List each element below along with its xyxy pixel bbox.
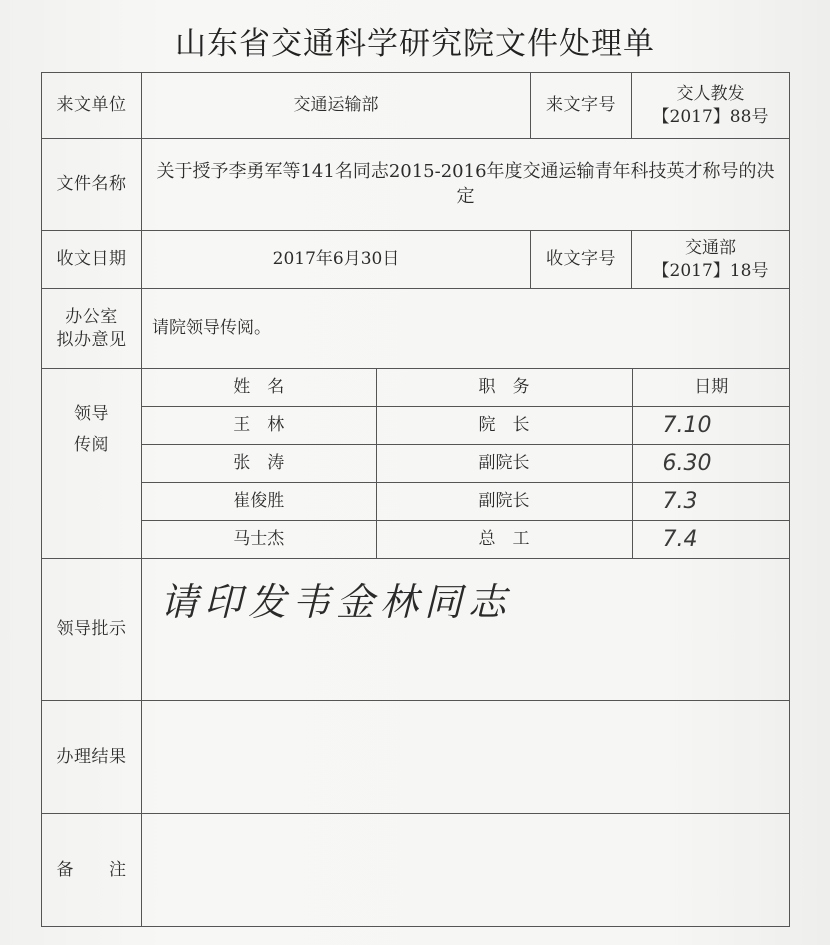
read-date-handwritten: 7.10 [632,407,790,445]
file-name-row [42,139,790,231]
receipt-no-line1: 交通部 [685,237,736,258]
processing-form [41,72,790,927]
source-no-label: 来文字号 [531,73,632,139]
file-name-value [142,139,790,231]
source-unit-label: 来文单位 [42,73,142,139]
source-row [42,73,790,139]
table-row [142,521,790,559]
source-unit-value: 交通运输部 [142,73,531,139]
circulation-row [42,369,790,559]
circulation-label-line2: 传阅 [74,434,109,455]
document-title: 山东省交通科学研究院文件处理单 [175,26,655,62]
source-no-value [632,73,790,139]
remark-label: 备 注 [42,814,142,927]
office-label [42,289,142,369]
circulation-table-cell [142,369,790,559]
circulation-table [142,369,790,558]
receipt-date-label: 收文日期 [42,231,142,289]
office-row [42,289,790,369]
receipt-no-line2: 【2017】18号 [652,260,769,281]
col-title-header: 职 务 [376,369,632,407]
instruction-handwritten: 请印发韦金林同志 [142,559,790,701]
read-date-handwritten: 6.30 [632,445,790,483]
read-date-handwritten: 7.4 [632,521,790,559]
table-row [142,445,790,483]
col-date-header: 日期 [632,369,790,407]
result-value [142,701,790,814]
source-no-line2: 【2017】88号 [652,106,769,127]
source-no-line1: 交人教发 [676,83,745,104]
circulation-label-line1: 领导 [74,404,109,424]
reader-title: 总 工 [376,521,632,559]
reader-name: 张 涛 [142,445,376,483]
circulation-label [42,369,142,559]
col-name-header: 姓 名 [142,369,376,407]
reader-name: 王 林 [142,407,376,445]
reader-title: 副院长 [376,445,632,483]
file-name-text: 关于授予李勇军等141名同志2015-2016年度交通运输青年科技英才称号的决定 [156,161,775,207]
reader-title: 副院长 [376,483,632,521]
file-name-label: 文件名称 [42,139,142,231]
receipt-no-value [632,231,790,289]
reader-name: 马士杰 [142,521,376,559]
reader-name: 崔俊胜 [142,483,376,521]
remark-row [42,814,790,927]
circulation-header-row [142,369,790,407]
receipt-row [42,231,790,289]
table-row [142,483,790,521]
result-row [42,701,790,814]
office-label-line2: 拟办意见 [56,329,127,350]
instruction-label: 领导批示 [42,559,142,701]
instruction-row [42,559,790,701]
table-row [142,407,790,445]
reader-title: 院 长 [376,407,632,445]
receipt-no-label: 收文字号 [531,231,632,289]
office-opinion: 请院领导传阅。 [142,289,790,369]
read-date-handwritten: 7.3 [632,483,790,521]
receipt-date-value: 2017年6月30日 [142,231,531,289]
remark-value [142,814,790,927]
office-label-line1: 办公室 [65,306,118,327]
result-label: 办理结果 [42,701,142,814]
